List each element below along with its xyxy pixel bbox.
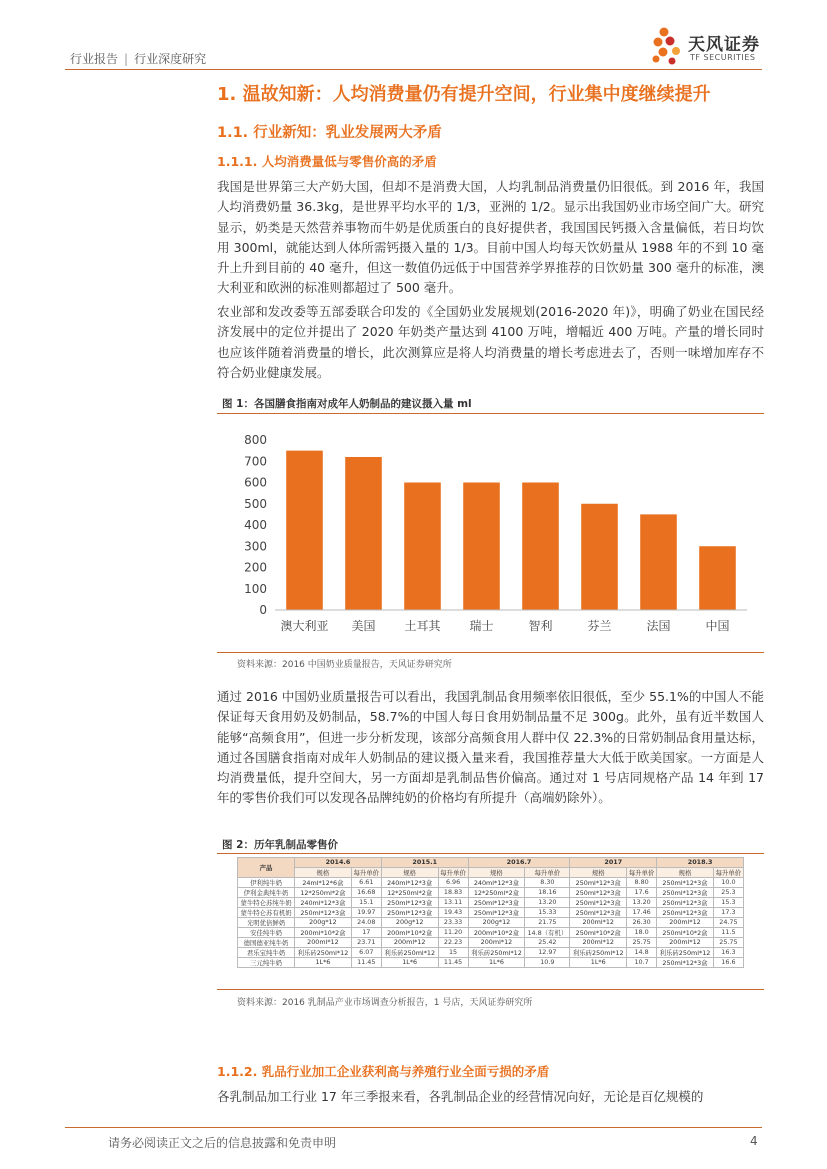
price-cell: 10.0 bbox=[713, 877, 743, 887]
spec-cell: 250ml*12*3盒 bbox=[381, 907, 438, 917]
page-number: 4 bbox=[750, 1134, 758, 1148]
price-cell: 11.45 bbox=[351, 957, 381, 967]
footer-divider bbox=[65, 1127, 762, 1128]
price-cell: 25.75 bbox=[627, 937, 657, 947]
spec-cell: 240ml*12*3盒 bbox=[381, 877, 438, 887]
footer-disclaimer: 请务必阅读正文之后的信息披露和免责申明 bbox=[108, 1136, 337, 1150]
spec-cell: 250ml*12*3盒 bbox=[381, 897, 438, 907]
x-tick-label: 瑞士 bbox=[469, 619, 494, 633]
paragraph-consumption: 我国是世界第三大产奶大国，但却不是消费大国，人均乳制品消费量仍旧很低。到 2016 年，我国人均消费奶量 36.3kg，是世界平均水平的 1/3，亚洲的 1/2。显示出我国奶业市场空间广大。研究显示，奶类是天然营养事物而牛奶是优质蛋白的良好提供者，我国国民钙摄入含量偏低，若日均饮用 300ml，就能达到人体所需钙摄入量的 1/3。目前中国人均每天饮奶量从 1988 年的不到 10 毫升上升到目前的 40 毫升，但这一数值仍远低于中国营养学界推荐的日饮奶量 300 毫升的标准，澳大利亚和欧洲的标准则都超过了 500 毫升。 bbox=[217, 179, 764, 296]
figure-2-source: 资料来源：2016 乳制品产业市场调查分析报告，1 号店，天风证券研究所 bbox=[237, 998, 533, 1008]
spec-cell: 250ml*10*2盒 bbox=[570, 927, 627, 937]
spec-cell: 利乐砖250ml*12 bbox=[468, 947, 525, 957]
spec-cell: 1L*6 bbox=[468, 957, 525, 967]
x-tick-label: 中国 bbox=[705, 619, 730, 633]
header-divider bbox=[65, 69, 762, 70]
price-cell: 15.3 bbox=[713, 897, 743, 907]
spec-subheader: 规格 bbox=[468, 867, 525, 877]
price-cell: 13.20 bbox=[627, 897, 657, 907]
report-type: 行业报告 bbox=[70, 52, 119, 66]
section-heading-1-1-2: 1.1.2. 乳品行业加工企业获利高与养殖行业全面亏损的矛盾 bbox=[217, 1064, 550, 1079]
price-cell: 18.0 bbox=[627, 927, 657, 937]
price-cell: 19.97 bbox=[351, 907, 381, 917]
spec-cell: 250ml*12*3盒 bbox=[468, 907, 525, 917]
price-cell: 21.75 bbox=[525, 917, 570, 927]
spec-cell: 250ml*12*3盒 bbox=[570, 907, 627, 917]
table-row bbox=[238, 887, 744, 897]
figure-2-top-rule bbox=[217, 853, 764, 854]
spec-cell: 200ml*12 bbox=[570, 917, 627, 927]
y-tick-label: 100 bbox=[244, 581, 267, 596]
retail-price-table bbox=[237, 857, 744, 968]
spec-cell: 1L*6 bbox=[570, 957, 627, 967]
spec-cell: 200g*12 bbox=[295, 917, 352, 927]
spec-cell: 200ml*10*2盒 bbox=[381, 927, 438, 937]
x-tick-label: 土耳其 bbox=[404, 619, 441, 633]
price-cell: 13.20 bbox=[525, 897, 570, 907]
spec-cell: 200ml*10*2盒 bbox=[295, 927, 352, 937]
section-heading-1: 1. 温故知新：人均消费量仍有提升空间，行业集中度继续提升 bbox=[217, 84, 711, 105]
price-subheader: 每升单价 bbox=[713, 867, 743, 877]
table-row bbox=[238, 957, 744, 967]
report-category bbox=[70, 50, 206, 67]
paragraph-processing: 各乳制品加工行业 17 年三季报来看，各乳制品企业的经营情况向好，无论是百亿规模的 bbox=[217, 1089, 704, 1104]
spec-cell: 12*250ml*2盒 bbox=[381, 887, 438, 897]
bar bbox=[581, 504, 618, 610]
section-heading-1-1-1: 1.1.1. 人均消费量低与零售价高的矛盾 bbox=[217, 154, 437, 169]
product-name-cell: 德国德亚纯牛奶 bbox=[238, 937, 295, 947]
table-row bbox=[238, 947, 744, 957]
table-row bbox=[238, 897, 744, 907]
table-row bbox=[238, 927, 744, 937]
y-tick-label: 0 bbox=[259, 603, 267, 617]
y-tick-label: 300 bbox=[244, 539, 267, 554]
price-cell: 16.3 bbox=[713, 947, 743, 957]
report-subtype: 行业深度研究 bbox=[134, 52, 207, 66]
paragraph-plan: 农业部和发改委等五部委联合印发的《全国奶业发展规划(2016-2020 年)》，明确了奶业在国民经济发展中的定位并提出了 2020 年奶类产量达到 4100 万吨，增幅近 400 万吨。产量的增长同时也应该伴随着消费量的增长，此次测算应是将人均消费量的增长考虑进去了，否则一味增加库存不符合奶业健康发展。 bbox=[217, 304, 764, 380]
price-cell: 24.08 bbox=[351, 917, 381, 927]
bar bbox=[522, 483, 559, 611]
price-cell: 6.96 bbox=[438, 877, 468, 887]
price-cell: 11.5 bbox=[713, 927, 743, 937]
price-cell: 23.33 bbox=[438, 917, 468, 927]
bar bbox=[640, 514, 677, 610]
spec-cell: 250ml*12*3盒 bbox=[657, 957, 714, 967]
table-row bbox=[238, 907, 744, 917]
product-column-header: 产品 bbox=[238, 858, 295, 878]
table-sub-header bbox=[238, 867, 744, 877]
price-cell: 12.97 bbox=[525, 947, 570, 957]
year-column-header: 2016.7 bbox=[468, 858, 570, 868]
price-cell: 8.30 bbox=[525, 877, 570, 887]
spec-cell: 200ml*12 bbox=[295, 937, 352, 947]
price-cell: 8.80 bbox=[627, 877, 657, 887]
bar bbox=[463, 483, 500, 611]
price-cell: 6.61 bbox=[351, 877, 381, 887]
bar bbox=[699, 546, 736, 610]
table-year-header bbox=[238, 858, 744, 868]
spec-cell: 250ml*12*3盒 bbox=[657, 897, 714, 907]
price-subheader: 每升单价 bbox=[351, 867, 381, 877]
spec-cell: 12*250ml*2盒 bbox=[468, 887, 525, 897]
price-cell: 19.43 bbox=[438, 907, 468, 917]
price-cell: 16.68 bbox=[351, 887, 381, 897]
spec-cell: 250ml*12*3盒 bbox=[657, 907, 714, 917]
price-cell: 11.45 bbox=[438, 957, 468, 967]
spec-cell: 200ml*12 bbox=[657, 937, 714, 947]
year-column-header: 2018.3 bbox=[657, 858, 744, 868]
price-table-container bbox=[237, 857, 744, 982]
spec-cell: 1L*6 bbox=[381, 957, 438, 967]
table-row bbox=[238, 877, 744, 887]
logo-name: 天风证券 bbox=[688, 35, 760, 55]
price-cell: 17.3 bbox=[713, 907, 743, 917]
spec-cell: 24ml*12*6盒 bbox=[295, 877, 352, 887]
y-tick-label: 600 bbox=[244, 475, 267, 490]
price-cell: 23.71 bbox=[351, 937, 381, 947]
product-name-cell: 伊利金典纯牛奶 bbox=[238, 887, 295, 897]
spec-cell: 200ml*12 bbox=[570, 937, 627, 947]
figure-2-bottom-rule bbox=[217, 989, 764, 990]
figure-1-title: 图 1：各国膳食指南对成年人奶制品的建议摄入量 ml bbox=[222, 398, 472, 410]
spec-cell: 200ml*12 bbox=[468, 937, 525, 947]
logo-english: TF SECURITIES bbox=[690, 53, 756, 62]
spec-cell: 250ml*12*3盒 bbox=[657, 877, 714, 887]
price-cell: 16.6 bbox=[713, 957, 743, 967]
price-cell: 17.46 bbox=[627, 907, 657, 917]
section-heading-1-1: 1.1. 行业新知：乳业发展两大矛盾 bbox=[217, 125, 442, 141]
price-cell: 15.1 bbox=[351, 897, 381, 907]
spec-cell: 250ml*12*3盒 bbox=[295, 907, 352, 917]
bar bbox=[345, 457, 382, 610]
price-cell: 25.3 bbox=[713, 887, 743, 897]
figure-2-title: 图 2：历年乳制品零售价 bbox=[222, 839, 338, 851]
price-cell: 18.16 bbox=[525, 887, 570, 897]
bar bbox=[404, 483, 441, 611]
y-tick-label: 500 bbox=[244, 496, 267, 511]
price-cell: 26.30 bbox=[627, 917, 657, 927]
spec-cell: 12*250ml*2盒 bbox=[295, 887, 352, 897]
product-name-cell: 伊利纯牛奶 bbox=[238, 877, 295, 887]
price-cell: 17 bbox=[351, 927, 381, 937]
price-cell: 18.83 bbox=[438, 887, 468, 897]
product-name-cell: 三元纯牛奶 bbox=[238, 957, 295, 967]
spec-subheader: 规格 bbox=[570, 867, 627, 877]
spec-cell: 200g*12 bbox=[381, 917, 438, 927]
year-column-header: 2014.6 bbox=[295, 858, 382, 868]
paragraph-frequency: 通过 2016 中国奶业质量报告可以看出，我国乳制品食用频率依旧很低，至少 55.1%的中国人不能保证每天食用奶及奶制品，58.7%的中国人每日食用奶制品量不足 300g。此外，虽有近半数国人能够“高频食用”，但进一步分析发现，该部分高频食用人群中仅 22.3%的日常奶制品食用量达标，通过各国膳食指南对成年人奶制品的建议摄入量来看，我国推荐量大大低于欧美国家。一方面是人均消费量低，提升空间大，另一方面却是乳制品售价偏高。通过对 1 号店同规格产品 14 年到 17 年的零售价我们可以发现各品牌纯奶的价格均有所提升（高端奶除外）。 bbox=[217, 689, 764, 806]
spec-cell: 250ml*12*3盒 bbox=[570, 877, 627, 887]
spec-cell: 1L*6 bbox=[295, 957, 352, 967]
y-tick-label: 700 bbox=[244, 454, 267, 469]
product-name-cell: 君乐宝纯牛奶 bbox=[238, 947, 295, 957]
figure-1-bottom-rule bbox=[217, 652, 764, 653]
spec-cell: 240ml*12*3盒 bbox=[295, 897, 352, 907]
product-name-cell: 光明优倍鲜奶 bbox=[238, 917, 295, 927]
product-name-cell: 蒙牛特仑苏纯牛奶 bbox=[238, 897, 295, 907]
table-row bbox=[238, 937, 744, 947]
year-column-header: 2017 bbox=[570, 858, 657, 868]
figure-1-source: 资料来源：2016 中国奶业质量报告，天风证券研究所 bbox=[237, 660, 452, 670]
spec-cell: 200ml*10*2盒 bbox=[468, 927, 525, 937]
spec-cell: 利乐砖250ml*12 bbox=[570, 947, 627, 957]
product-name-cell: 安佳纯牛奶 bbox=[238, 927, 295, 937]
spec-subheader: 规格 bbox=[657, 867, 714, 877]
x-tick-label: 芬兰 bbox=[587, 619, 612, 633]
y-tick-label: 400 bbox=[244, 518, 267, 532]
table-row bbox=[238, 917, 744, 927]
spec-cell: 200ml*12 bbox=[657, 917, 714, 927]
product-name-cell: 蒙牛特仑苏有机奶 bbox=[238, 907, 295, 917]
spec-subheader: 规格 bbox=[381, 867, 438, 877]
price-cell: 22.23 bbox=[438, 937, 468, 947]
spec-subheader: 规格 bbox=[295, 867, 352, 877]
bar bbox=[286, 451, 323, 610]
price-cell: 14.8（有机） bbox=[525, 927, 570, 937]
y-tick-label: 800 bbox=[244, 433, 267, 447]
x-tick-label: 智利 bbox=[528, 619, 553, 633]
x-tick-label: 法国 bbox=[646, 619, 671, 633]
spec-cell: 250ml*12*3盒 bbox=[570, 897, 627, 907]
price-cell: 10.9 bbox=[525, 957, 570, 967]
spec-cell: 250ml*10*2盒 bbox=[657, 927, 714, 937]
price-subheader: 每升单价 bbox=[438, 867, 468, 877]
price-cell: 14.8 bbox=[627, 947, 657, 957]
price-cell: 25.42 bbox=[525, 937, 570, 947]
price-subheader: 每升单价 bbox=[627, 867, 657, 877]
price-cell: 11.20 bbox=[438, 927, 468, 937]
spec-cell: 250ml*12*3盒 bbox=[468, 897, 525, 907]
spec-cell: 200g*12 bbox=[468, 917, 525, 927]
price-cell: 10.7 bbox=[627, 957, 657, 967]
y-tick-label: 200 bbox=[244, 560, 267, 575]
price-cell: 13.11 bbox=[438, 897, 468, 907]
x-tick-label: 澳大利亚 bbox=[280, 619, 329, 633]
figure-1-top-rule bbox=[217, 413, 764, 414]
spec-cell: 200ml*12 bbox=[381, 937, 438, 947]
price-cell: 24.75 bbox=[713, 917, 743, 927]
spec-cell: 利乐砖250ml*12 bbox=[657, 947, 714, 957]
price-cell: 6.07 bbox=[351, 947, 381, 957]
price-cell: 25.75 bbox=[713, 937, 743, 947]
price-subheader: 每升单价 bbox=[525, 867, 570, 877]
spec-cell: 250ml*12*3盒 bbox=[570, 887, 627, 897]
spec-cell: 利乐砖250ml*12 bbox=[381, 947, 438, 957]
spec-cell: 利乐砖250ml*12 bbox=[295, 947, 352, 957]
header-separator: | bbox=[124, 52, 129, 66]
figure-1-bar-chart bbox=[217, 420, 764, 650]
spec-cell: 250ml*12*3盒 bbox=[657, 887, 714, 897]
price-cell: 15.33 bbox=[525, 907, 570, 917]
year-column-header: 2015.1 bbox=[381, 858, 468, 868]
price-cell: 17.6 bbox=[627, 887, 657, 897]
spec-cell: 240ml*12*3盒 bbox=[468, 877, 525, 887]
price-cell: 15 bbox=[438, 947, 468, 957]
x-tick-label: 美国 bbox=[351, 619, 376, 633]
